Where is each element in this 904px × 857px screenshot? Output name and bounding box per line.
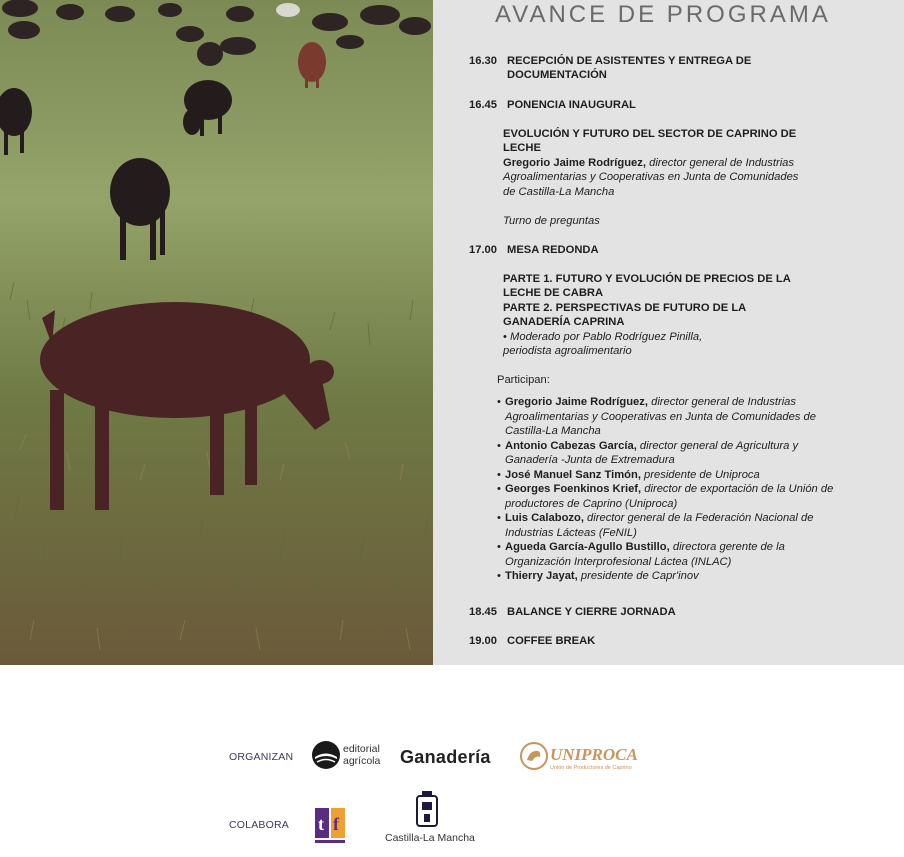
participant-item — [497, 468, 847, 483]
part1-line1: PARTE 1. FUTURO Y EVOLUCIÓN DE PRECIOS DE LA — [503, 273, 791, 285]
session-coffee-break: COFFEE BREAK — [507, 635, 596, 647]
ganaderia-logo: Ganadería — [400, 747, 491, 767]
speaker-role-3: de Castilla-La Mancha — [503, 186, 615, 198]
participant-name: Agueda García-Agullo Bustillo, — [505, 541, 670, 553]
talk-title-line2: LECHE — [503, 142, 541, 154]
moderator-line2: periodista agroalimentario — [503, 345, 632, 357]
questions-turn: Turno de preguntas — [503, 215, 600, 227]
participant-name: José Manuel Sanz Timón, — [505, 468, 641, 481]
uniproca-subtitle: Unión de Productores de Caprino — [550, 765, 632, 771]
talavera-ferial-logo — [313, 806, 347, 846]
part1-line2: LECHE DE CABRA — [503, 287, 604, 299]
participants-list — [497, 395, 847, 584]
participant-item — [497, 439, 847, 468]
time-1645: 16.45 — [469, 99, 497, 111]
participant-item — [497, 540, 847, 569]
moderator-line1: • Moderado por Pablo Rodríguez Pinilla, — [503, 330, 702, 345]
session-reception-line2: DOCUMENTACIÓN — [507, 69, 607, 81]
participant-item — [497, 569, 847, 584]
participant-item — [497, 482, 847, 511]
participants-label: Participan: — [497, 374, 550, 386]
participant-role: presidente de Uniproca — [640, 468, 760, 481]
session-opening-talk: PONENCIA INAUGURAL — [507, 99, 636, 111]
castilla-la-mancha-emblem — [414, 790, 440, 828]
castilla-la-mancha-wordmark: Castilla-La Mancha — [385, 832, 475, 844]
organizan-label: ORGANIZAN — [229, 751, 294, 763]
talk-speaker — [503, 156, 794, 171]
speaker-role-2: Agroalimentarias y Cooperativas en Junta de Comunidades — [503, 171, 799, 183]
time-1845: 18.45 — [469, 606, 497, 618]
participant-role: director de exportación de la Unión de productores de Caprino (Uniproca) — [505, 483, 834, 510]
speaker-role-1: director general de Industrias — [645, 157, 794, 169]
colabora-label: COLABORA — [229, 819, 289, 831]
time-1900: 19.00 — [469, 635, 497, 647]
time-1630: 16.30 — [469, 55, 497, 67]
svg-text:t: t — [318, 814, 324, 834]
participant-item — [497, 511, 847, 540]
editorial-agricola-logo — [311, 740, 341, 770]
editorial-agricola-wordmark — [343, 743, 380, 767]
participant-name: Georges Foenkinos Krief, — [505, 483, 642, 495]
participant-name: Thierry Jayat, — [505, 570, 578, 582]
session-reception-line1: RECEPCIÓN DE ASISTENTES Y ENTREGA DE — [507, 55, 752, 67]
participant-name: Gregorio Jaime Rodríguez, — [505, 396, 648, 408]
editorial-line2: agrícola — [343, 755, 381, 767]
uniproca-wordmark: UNIPROCA — [550, 745, 638, 764]
participant-role: director general de Industrias Agroalimentarias y Cooperativas en Junta de Comunidades de Castilla-La Mancha — [505, 396, 816, 437]
participant-item — [497, 395, 847, 439]
program-title: AVANCE DE PROGRAMA — [495, 1, 831, 28]
participant-role: director general de la Federación Nacional de Industrias Lácteas (FeNIL) — [505, 512, 814, 539]
participant-role: directora gerente de la Organización Interprofesional Láctea (INLAC) — [505, 541, 785, 568]
participant-role: presidente de Capr'inov — [577, 570, 699, 582]
part2-line1: PARTE 2. PERSPECTIVAS DE FUTURO DE LA — [503, 302, 747, 314]
speaker-name: Gregorio Jaime Rodríguez, — [503, 157, 646, 169]
part2-line2: GANADERÍA CAPRINA — [503, 316, 625, 328]
session-closing: BALANCE Y CIERRE JORNADA — [507, 606, 676, 618]
editorial-line1: editorial — [343, 743, 380, 755]
participant-role: director general de Agricultura y Ganadería -Junta de Extremadura — [505, 439, 799, 466]
svg-text:f: f — [333, 814, 339, 834]
uniproca-goat-logo — [520, 742, 548, 770]
program-panel — [433, 0, 904, 665]
talk-title-line1: EVOLUCIÓN Y FUTURO DEL SECTOR DE CAPRINO DE — [503, 128, 797, 140]
goats-grazing-illustration — [0, 0, 433, 665]
time-1700: 17.00 — [469, 244, 497, 256]
session-round-table: MESA REDONDA — [507, 244, 599, 256]
goats-photo — [0, 0, 433, 665]
participant-name: Luis Calabozo, — [505, 512, 584, 524]
participant-name: Antonio Cabezas García, — [505, 439, 637, 452]
